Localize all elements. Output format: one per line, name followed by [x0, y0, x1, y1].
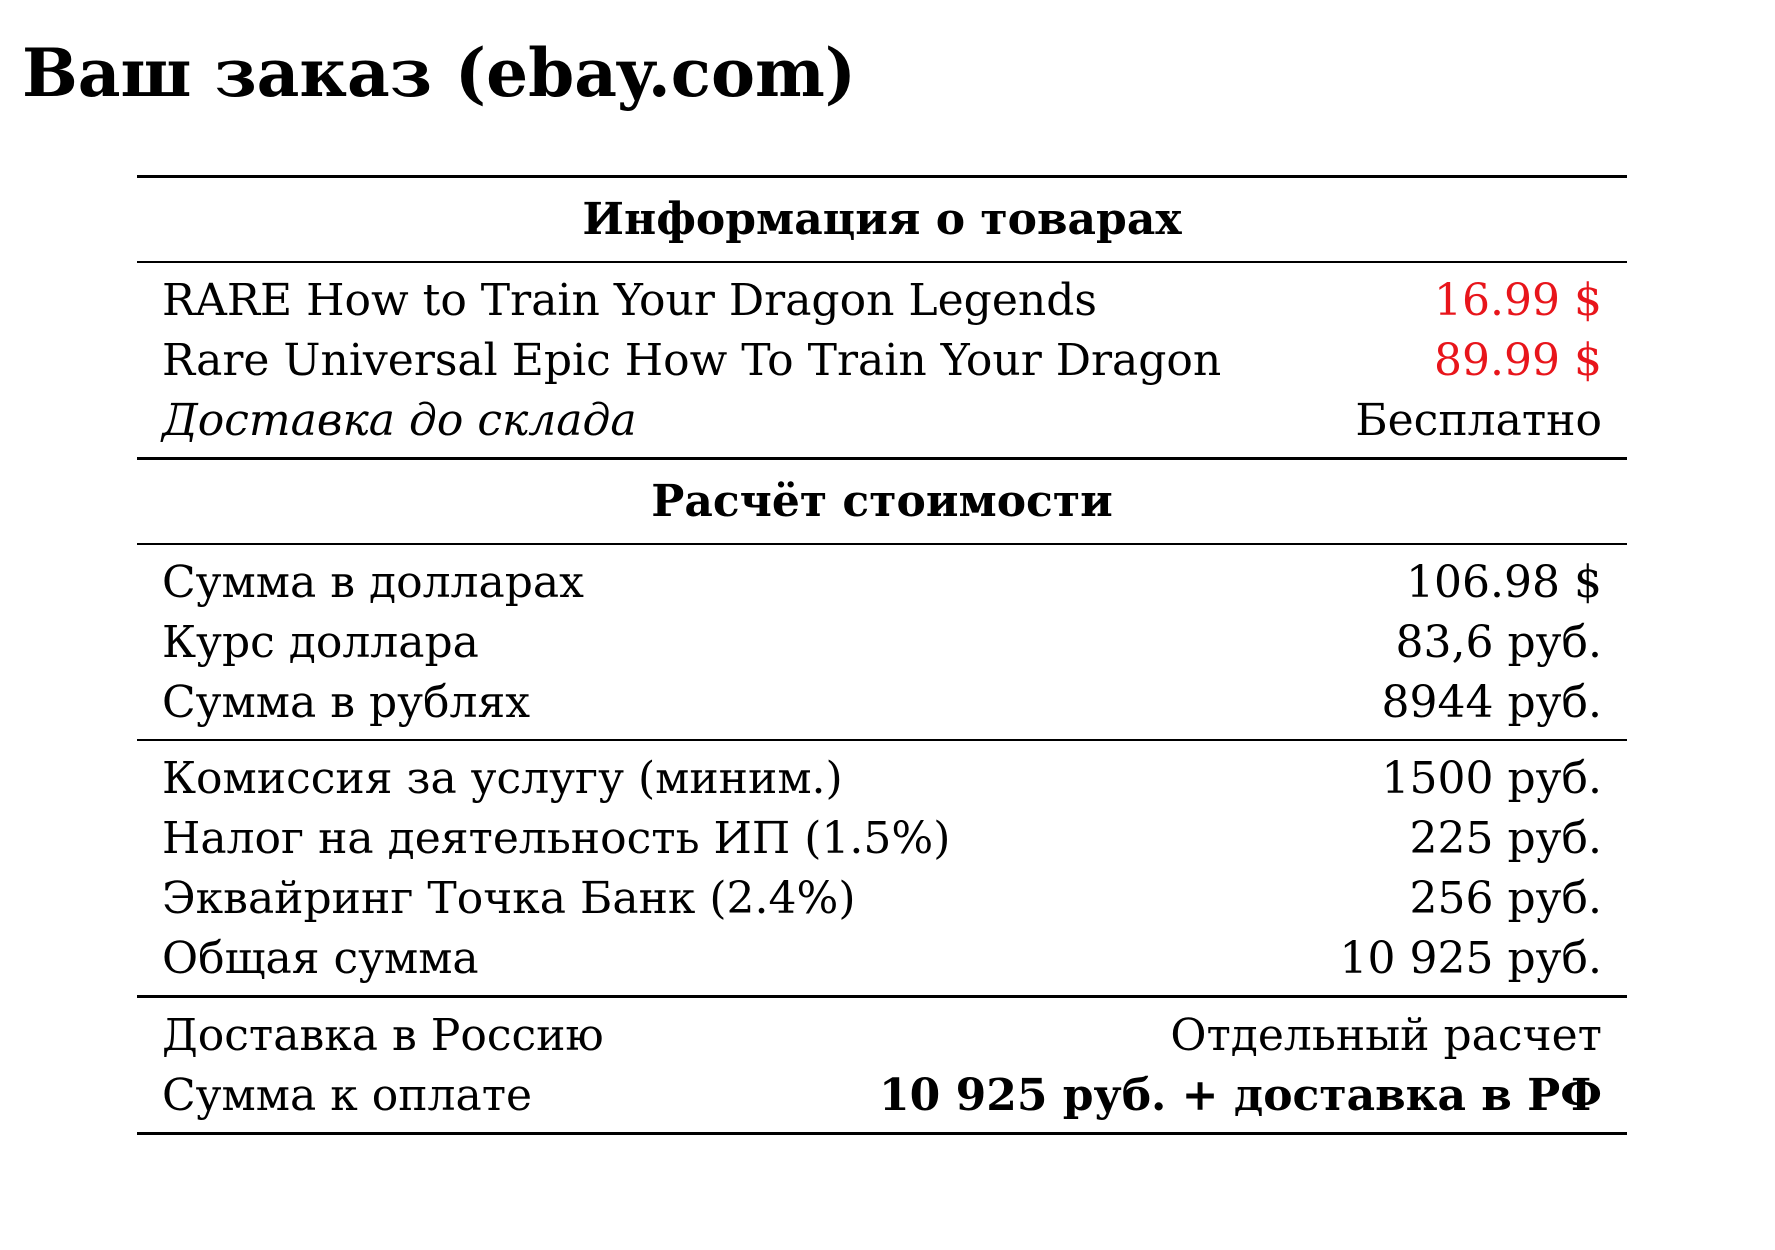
- warehouse-delivery-value: Бесплатно: [1355, 395, 1602, 446]
- product-name: RARE How to Train Your Dragon Legends: [162, 275, 1097, 326]
- product-row: [137, 331, 1627, 391]
- product-price: 16.99 $: [1434, 275, 1602, 326]
- sum-rub-value: 8944 руб.: [1381, 677, 1602, 728]
- amount-due-row: [137, 1066, 1627, 1126]
- product-name: Rare Universal Epic How To Train Your Dragon: [162, 335, 1222, 386]
- acquiring-row: [137, 869, 1627, 929]
- amount-due-label: Сумма к оплате: [162, 1070, 533, 1121]
- acquiring-label: Эквайринг Точка Банк (2.4%): [162, 873, 856, 924]
- page-title: Ваш заказ (ebay.com): [22, 34, 857, 112]
- service-fee-value: 1500 руб.: [1381, 753, 1602, 804]
- fees-list: [137, 741, 1627, 995]
- tax-label: Налог на деятельность ИП (1.5%): [162, 813, 951, 864]
- bottom-rule: [137, 1132, 1627, 1135]
- tax-value: 225 руб.: [1409, 813, 1602, 864]
- final-list: [137, 998, 1627, 1132]
- service-fee-label: Комиссия за услугу (миним.): [162, 753, 843, 804]
- product-row: [137, 271, 1627, 331]
- sum-usd-value: 106.98 $: [1406, 557, 1602, 608]
- total-label: Общая сумма: [162, 933, 479, 984]
- conversion-list: [137, 545, 1627, 739]
- exchange-rate-label: Курс доллара: [162, 617, 479, 668]
- product-price: 89.99 $: [1434, 335, 1602, 386]
- exchange-rate-value: 83,6 руб.: [1395, 617, 1602, 668]
- russia-delivery-value: Отдельный расчет: [1170, 1010, 1602, 1061]
- warehouse-delivery-row: [137, 391, 1627, 451]
- products-list: [137, 263, 1627, 457]
- russia-delivery-label: Доставка в Россию: [162, 1010, 604, 1061]
- sum-rub-row: [137, 673, 1627, 733]
- amount-due-value: 10 925 руб. + доставка в РФ: [879, 1070, 1602, 1121]
- products-section-heading: Информация о товарах: [582, 194, 1182, 245]
- sum-rub-label: Сумма в рублях: [162, 677, 531, 728]
- cost-section-heading: Расчёт стоимости: [651, 476, 1113, 527]
- russia-delivery-row: [137, 1006, 1627, 1066]
- service-fee-row: [137, 749, 1627, 809]
- acquiring-value: 256 руб.: [1409, 873, 1602, 924]
- warehouse-delivery-label: Доставка до склада: [162, 395, 637, 446]
- sum-usd-label: Сумма в долларах: [162, 557, 584, 608]
- order-table: [137, 175, 1627, 1135]
- total-row: [137, 929, 1627, 989]
- total-value: 10 925 руб.: [1339, 933, 1602, 984]
- exchange-rate-row: [137, 613, 1627, 673]
- tax-row: [137, 809, 1627, 869]
- sum-usd-row: [137, 553, 1627, 613]
